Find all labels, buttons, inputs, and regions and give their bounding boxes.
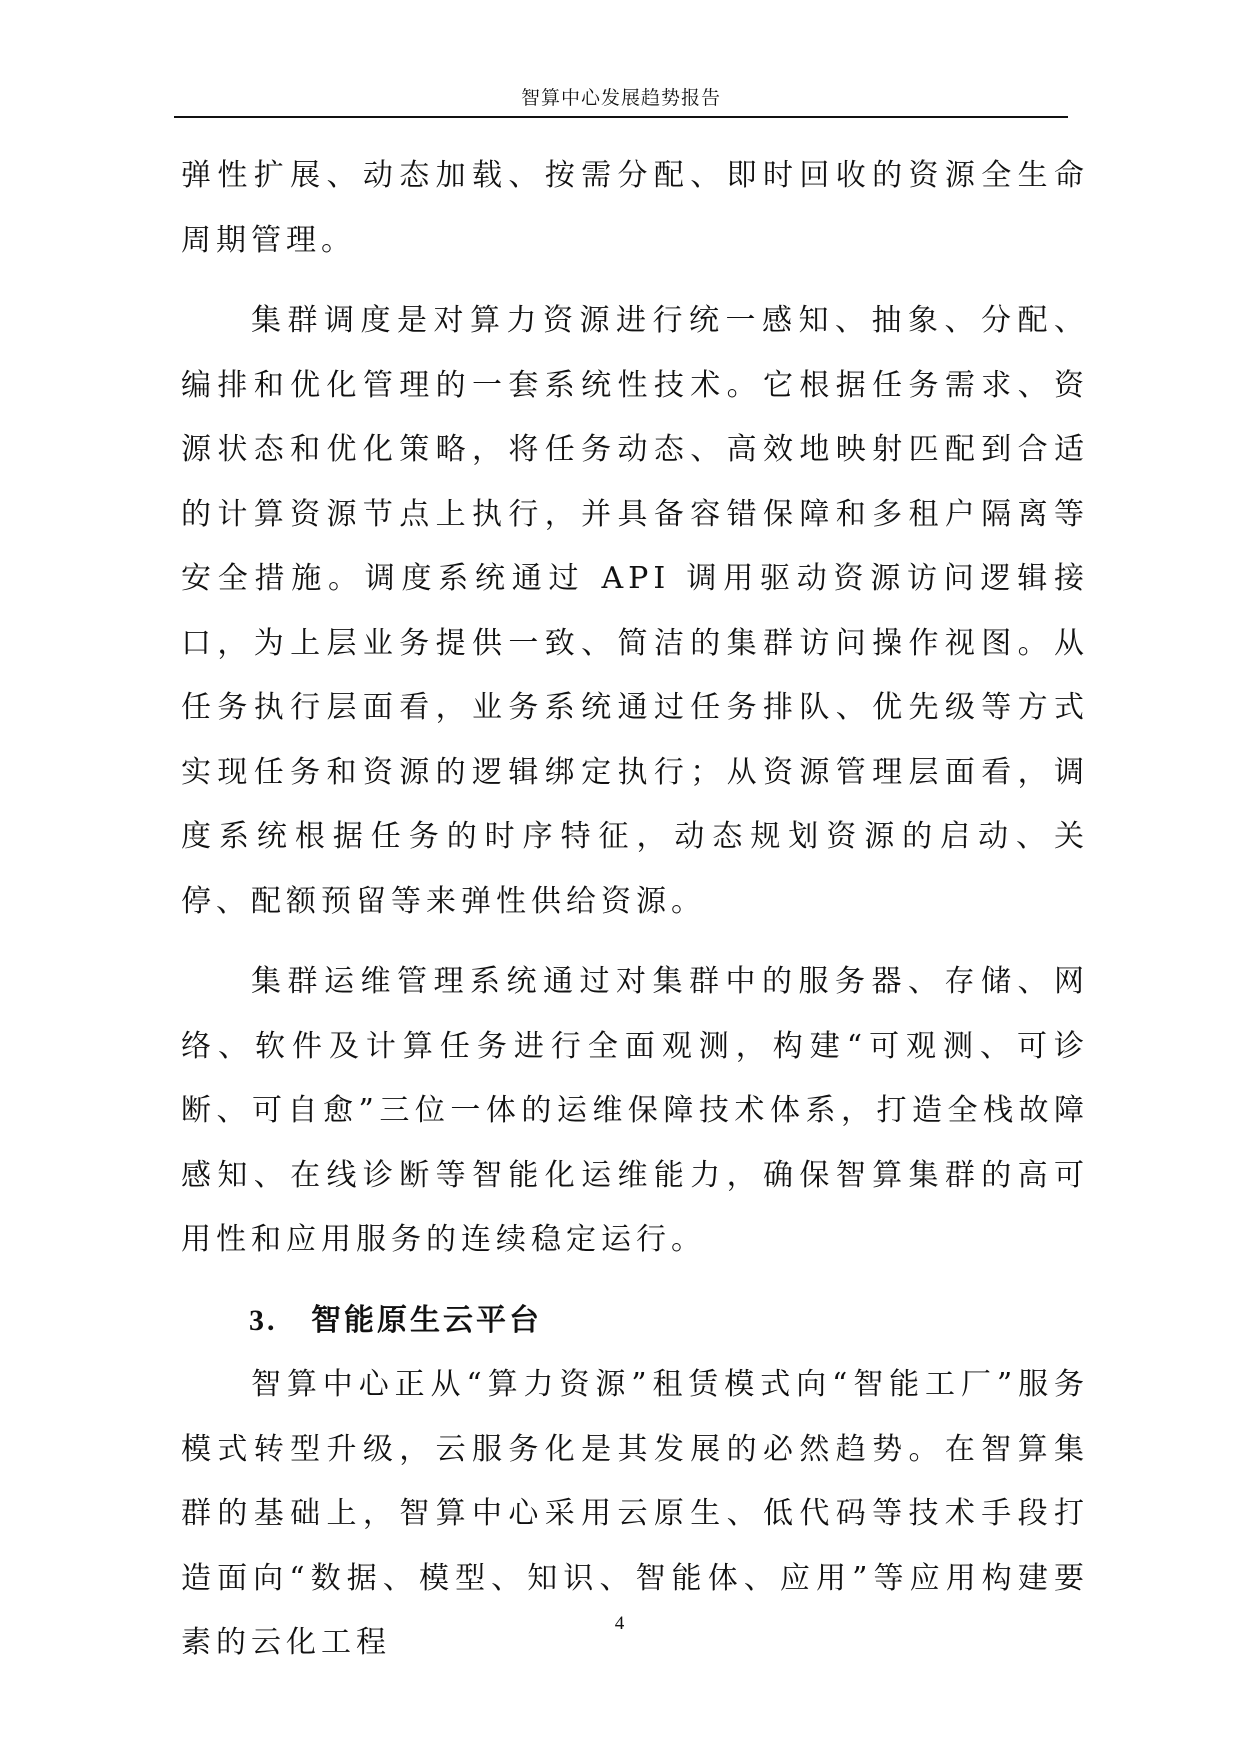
paragraph-cluster-operations: 集群运维管理系统通过对集群中的服务器、存储、网络、软件及计算任务进行全面观测，构建“可观测、可诊断、可自愈”三位一体的运维保障技术体系，打造全栈故障感知、在线诊断等智能化运维能力，确保智算集群的高可用性和应用服务的连续稳定运行。 <box>181 964 1089 1257</box>
section-title: 智能原生云平台 <box>311 1302 542 1338</box>
paragraph-cluster-scheduling: 集群调度是对算力资源进行统一感知、抽象、分配、编排和优化管理的一套系统性技术。它根据任务需求、资源状态和优化策略，将任务动态、高效地映射匹配到合适的计算资源节点上执行，并具备容错保障和多租户隔离等安全措施。调度系统通过 API 调用驱动资源访问逻辑接口，为上层业务提供一致、简洁的集群访问操作视图。从任务执行层面看，业务系统通过任务排队、优先级等方式实现任务和资源的逻辑绑定执行；从资源管理层面看，调度系统根据任务的时序特征，动态规划资源的启动、关停、配额预留等来弹性供给资源。 <box>181 303 1089 919</box>
running-header: 智算中心发展趋势报告 <box>520 87 721 109</box>
body-text <box>181 144 1089 1676</box>
section-heading <box>181 1289 1089 1354</box>
section-number: 3. <box>249 1303 278 1337</box>
paragraph-native-cloud: 智算中心正从“算力资源”租赁模式向“智能工厂”服务模式转型升级，云服务化是其发展的必然趋势。在智算集群的基础上，智算中心采用云原生、低代码等技术手段打造面向“数据、模型、知识、智能体、应用”等应用构建要素的云化工程 <box>181 1367 1089 1660</box>
page-number: 4 <box>614 1613 625 1634</box>
header-rule <box>174 116 1068 118</box>
paragraph-continued: 弹性扩展、动态加载、按需分配、即时回收的资源全生命周期管理。 <box>181 158 1089 258</box>
